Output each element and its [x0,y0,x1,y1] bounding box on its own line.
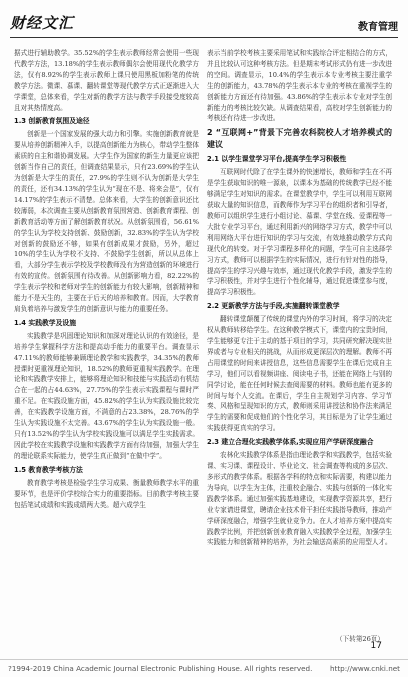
section-heading: 2.3 建立合理化实践教学体系,实现应用产学研深度融合 [207,438,374,447]
section-name: 教育管理 [358,22,398,33]
cnki-link[interactable]: http://www.cnki.net [329,664,400,673]
right-column [207,48,392,633]
section-heading: 2.2 更新教学方法与手段,实施翻转课堂教学 [207,302,340,311]
chapter-heading: 2 “互联网+”背景下完善农科院校人才培养模式的建议 [207,128,392,150]
left-column [14,48,199,633]
paragraph: 据式进行辅助教学。35.52%的学生表示教师经常会使用一些现代教学方法，13.18%的学生表示教师偶尔会使用现代化教学方法，仅有8.92%的学生表示教师上课只使用黑板加粉笔的传统教学方法。微课、慕课、翻转课堂等现代教学方式正逐渐进入大学课堂，总体来看，学生对新的教学方法与教学手段接受度较高且对其热情度高。 [14,49,199,112]
paragraph: 互联网时代除了在学生课外的快速增长，教师和学生在不再是学生获取知识的唯一源泉，以课本为基础的传统教学已经不能够满足学生对知识的需求。在课堂教学中，学生可以利用互联网获取大量的知识信息，而教师作为学习平台的组织者和引导者，教师可以组织学生进行小组讨论、慕课、学堂在线、爱课程等一大批专业学习平台，通过利用新兴的网络学习方式，教学中可以利用网络大平台进行知识的学习与交流，有效地推动教学方式向现代化的转变。对于学习课程多样化的问题，学生可自主选择学习方式，教师可以根据学生的实际情况，进行有针对性的指导，提高学生的学习兴趣与效率，通过现代化教学手段，激发学生的学习积极性，并对学生进行个性化辅导，通过促进课堂参与度，提高学习积极性。 [207,168,392,297]
footer [0,659,408,677]
paragraph: 实践教学是巩固理论知识和加深对理论认识的有效途径，是培养学生掌握科学方法和提高动手能力的重要平台。调查显示47.11%的教师能够兼顾理论教学和实践教学，34.35%的教师授课时更重视理论知识，18.52%的教师更重视实践教学。在理论和实践教学安排上，能够将理论知识和技能与实践活动有机结合在一起的占44.63%，27.75%的学生表示实践课程与课时严重不足。在实践设施方面，45.82%的学生认为实践设施比较完善，在实践教学设施方面，不满意的占23.38%，28.76%的学生认为实践设施不太完善。43.67%的学生认为实践设施一般。只有13.52%的学生认为学校实践设施可以满足学生实践需求。因此学校在实践教学设施和实践教学方面有待加强，加强大学生的理论联系实际能力，使学生真正做到“在做中学”。 [14,331,199,460]
paragraph: 教育教学考核是检验学生学习成果、衡量教师教学水平的重要环节，也是评价学校综合实力的重要指标。目前教学考核主要包括笔试成绩和实践成绩两大类。超六成学生 [14,478,199,509]
running-header [10,12,398,38]
continued-wrap [207,633,392,644]
section-heading: 1.4 实践教学及设施 [14,318,76,327]
continued-note: （下转第26页） [336,635,384,643]
copyright-text: ?1994-2019 China Academic Journal Electronic Publishing House. All rights reserved. [8,664,313,673]
section-heading: 1.3 创新教育氛围及途径 [14,117,90,126]
paragraph: 创新是一个国家发展的强大动力和引擎。实施创新教育就是要从培养创新精神入手，以提高创新能力为核心，带动学生整体素质的自主和谐协调发展。大学生作为国家的新生力量更应该把创新当作自己的责任，但调查结果显示，只有23.69%的学生认为创新是大学生的责任，27.9%的学生则不认为创新是大学生的责任，还有34.13%的学生认为“现在不是、将来会是”，仅有14.17%的学生表示不清楚。总体来看，大学生的创新意识还比较薄弱，本次调查主要从创新教育氛围营造、创新教育课程、创新教育活动等方面了解创新教育状况。从创新氛围看，56.61%的学生认为学校支持创新、鼓励创新，32.83%的学生认为学校对创新的鼓励还不够，如果有创新成果才鼓励，另外，超过10%的学生认为学校不支持、不鼓励学生创新，所以从总体上看，大部分学生表示学校及学校教师没有为营造创新的环境进行有效的宣传。创新氛围有待改善。从创新影响力看，82.22%的学生表示学校和老师对学生的创新能力有较大影响，创新精神和能力不是天生的，主要在于后天的培养和教育。因而，大学教育肩负着培养与激发学生的创新意识与能力的重要任务。 [14,130,199,313]
paragraph: 农林化实践教学体系是指由理论教学和实践教学，包括实验课、实习课、课程设计、毕业论文、社会调查等构成的多层次、多形式的教学体系。根据各学科的特点和实际需要，构建以能力为导向，以学生为主体，注重校企融合、实践与创新的一体化实践教学体系。通过加强实践基地建设，实现教学资源共享，把行业专家请进课堂，聘请企业技术骨干担任实践指导教师，推动产学研深度融合，增强学生就业竞争力。在人才培养方案中提高实践教学比例，并把创新创业教育融入实践教学全过程，加强学生实践能力和创新精神的培养，为社会输送高素质的应用型人才。 [207,451,392,547]
section-heading: 2.1 以学生课堂学习平台,提高学生学习积极性 [207,155,347,164]
paragraph: 翻转课堂颠覆了传统的课堂内外的学习时间，将学习的决定权从教师转移给学生。在这种教学模式下，课堂内的宝贵时间，学生能够更专注于主动的基于项目的学习，共同研究解决现实世界或者与专业相关的挑战，从而形成更深层次的理解。教师不再占用课堂的时间来讲授信息，这些信息需要学生在课后完成自主学习，他们可以看视频讲座、阅读电子书，还能在网络上与别的同学讨论，能在任何时候去查阅需要的材料。教师也能有更多的时间与每个人交流。在课后，学生自主规划学习内容、学习节奏、风格和呈现知识的方式，教师则采用讲授法和协作法来满足学生的需要和促成他们的个性化学习，其目标是为了让学生通过实践获得更真实的学习。 [207,315,392,433]
paragraph: 表示当前学校考核主要采用笔试和实践综合评定相结合的方式，并且比较认可这种考核方法。但是期末考试形式仍有进一步改进的空间。调查显示，10.4%的学生表示本专业考核主要注重学生的创新能力，43.78%的学生表示本专业的考核在重视学生的创新能力方面还有待加强。43.86%的学生表示本专业对学生创新能力的考核比较欠缺。从调查结果看，高校对学生创新能力的考核还有待进一步改进。 [207,49,392,123]
journal-logo: 财经文汇 [10,14,75,32]
page-number: 17 [370,641,382,651]
section-heading: 1.5 教育教学考核方法 [14,465,83,474]
